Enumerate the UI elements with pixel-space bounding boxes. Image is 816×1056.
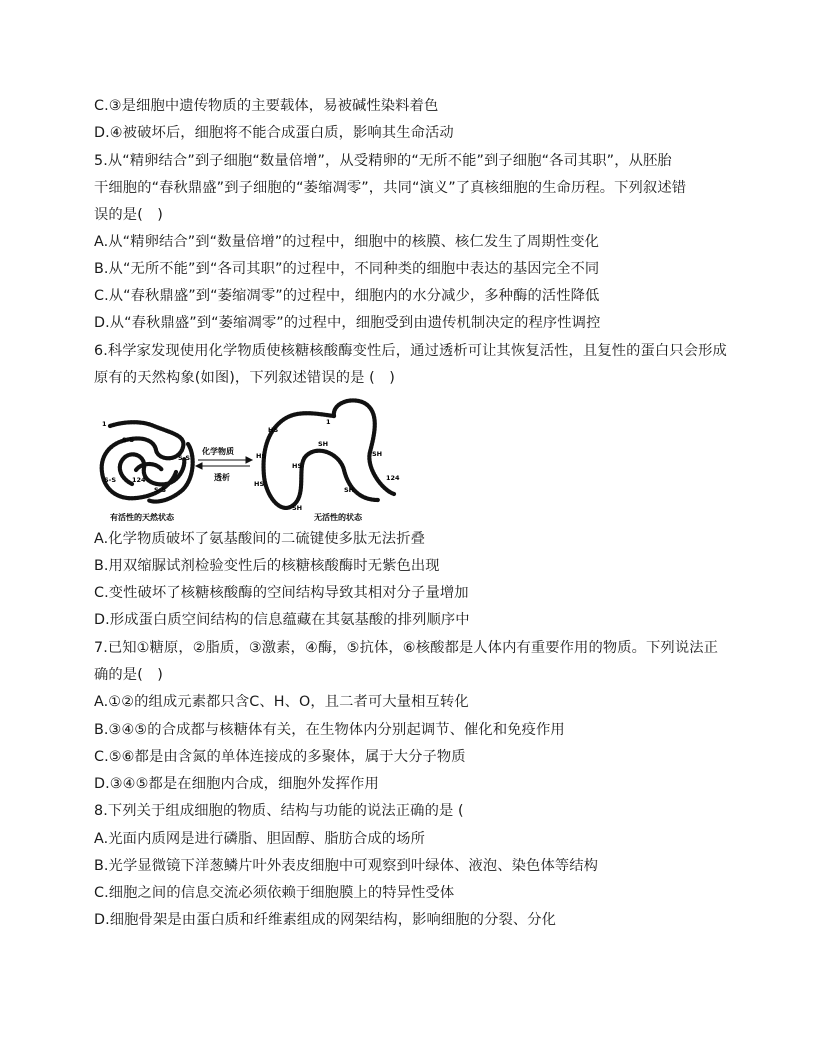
- text-line: A.化学物质破坏了氨基酸间的二硫键使多肽无法折叠: [94, 531, 426, 547]
- text-line: C.变性破坏了核糖核酸酶的空间结构导致其相对分子量增加: [94, 585, 469, 601]
- native-label: S-S: [122, 436, 135, 444]
- denatured-label: SH: [292, 504, 303, 512]
- text-line: C.细胞之间的信息交流必须依赖于细胞膜上的特异性受体: [94, 885, 455, 901]
- text-line: B.光学显微镜下洋葱鳞片叶外表皮细胞中可观察到叶绿体、液泡、染色体等结构: [94, 858, 599, 874]
- text-line: B.用双缩脲试剂检验变性后的核糖核酸酶时无紫色出现: [94, 558, 440, 574]
- text-line: B.③④⑤的合成都与核糖体有关，在生物体内分别起调节、催化和免疫作用: [94, 722, 565, 738]
- text-line: D.③④⑤都是在细胞内合成，细胞外发挥作用: [94, 776, 379, 792]
- denatured-label: SH: [372, 450, 383, 458]
- text-line: D.从“春秋鼎盛”到“萎缩凋零”的过程中，细胞受到由遗传机制决定的程序性调控: [94, 315, 601, 331]
- native-label: 124: [132, 476, 146, 484]
- ribonuclease-figure: [96, 396, 416, 524]
- denatured-label: SH: [344, 486, 355, 494]
- denatured-label: 124: [386, 474, 400, 482]
- text-line: B.从“无所不能”到“各司其职”的过程中，不同种类的细胞中表达的基因完全不同: [94, 261, 600, 277]
- denatured-label: HS: [254, 480, 265, 488]
- text-line: A.光面内质网是进行磷脂、胆固醇、脂肪合成的场所: [94, 831, 426, 847]
- native-caption: 有活性的天然状态: [110, 513, 174, 522]
- native-label: S-S: [154, 486, 167, 494]
- equilibrium-arrows: [196, 457, 252, 469]
- text-line: A.①②的组成元素都只含C、H、O，且二者可大量相互转化: [94, 694, 469, 710]
- text-line: C.③是细胞中遗传物质的主要载体，易被碱性染料着色: [94, 98, 439, 114]
- denatured-label: 1: [326, 418, 331, 426]
- text-line: 8.下列关于组成细胞的物质、结构与功能的说法正确的是 (: [94, 803, 464, 819]
- text-line: 7.已知①糖原，②脂质，③激素，④酶，⑤抗体，⑥核酸都是人体内有重要作用的物质。下列说法正: [94, 640, 719, 656]
- native-label: S-S: [178, 454, 191, 462]
- denatured-label: SH: [318, 440, 329, 448]
- text-line: A.从“精卵结合”到“数量倍增”的过程中，细胞中的核膜、核仁发生了周期性变化: [94, 234, 599, 250]
- text-line: D.细胞骨架是由蛋白质和纤维素组成的网架结构，影响细胞的分裂、分化: [94, 912, 557, 928]
- arrow-label-dialysis: 透析: [214, 473, 230, 482]
- text-line: 确的是( ): [94, 667, 163, 683]
- arrow-label-chemical: 化学物质: [202, 447, 234, 456]
- denatured-label: HS: [292, 462, 303, 470]
- text-line: 误的是( ): [94, 207, 163, 223]
- text-line: 原有的天然构象(如图)，下列叙述错误的是 ( ): [94, 370, 395, 386]
- text-line: C.从“春秋鼎盛”到“萎缩凋零”的过程中，细胞内的水分减少，多种酶的活性降低: [94, 288, 600, 304]
- text-line: 6.科学家发现使用化学物质使核糖核酸酶变性后，通过透析可让其恢复活性，且复性的蛋白只会形成: [94, 343, 727, 359]
- denatured-label: HS: [256, 452, 267, 460]
- text-line: 5.从“精卵结合”到子细胞“数量倍增”，从受精卵的“无所不能”到子细胞“各司其职”，从胚胎: [94, 153, 672, 169]
- denatured-label: HS: [268, 426, 279, 434]
- native-label: 1: [102, 420, 107, 428]
- denatured-caption: 无活性的状态: [314, 513, 362, 522]
- text-line: D.④被破坏后，细胞将不能合成蛋白质，影响其生命活动: [94, 125, 454, 141]
- text-line: C.⑤⑥都是由含氮的单体连接成的多聚体，属于大分子物质: [94, 749, 466, 765]
- text-line: D.形成蛋白质空间结构的信息蕴藏在其氨基酸的排列顺序中: [94, 612, 470, 628]
- native-label: S-S: [104, 476, 117, 484]
- text-line: 干细胞的“春秋鼎盛”到子细胞的“萎缩凋零”，共同“演义”了真核细胞的生命历程。下列叙述错: [94, 180, 687, 196]
